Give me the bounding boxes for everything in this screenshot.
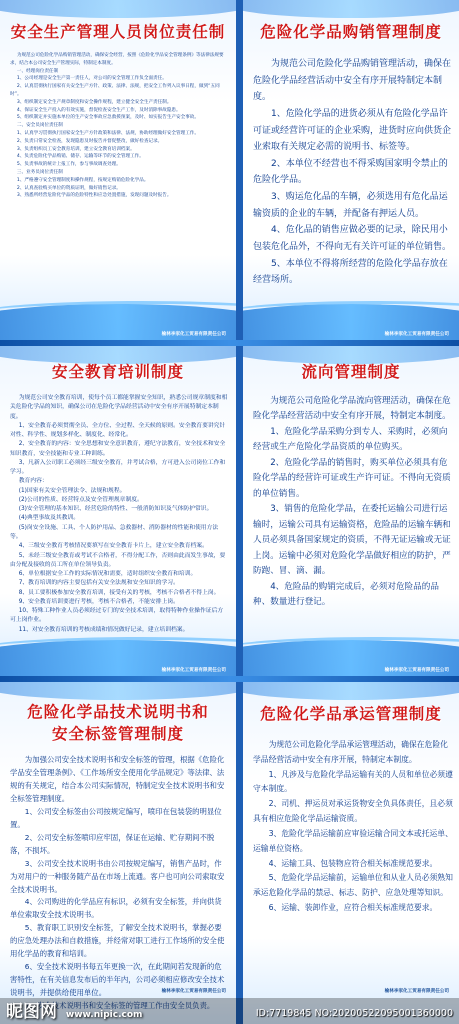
panel-title-line1: 危险化学品技术说明书和 <box>27 703 209 721</box>
paragraph: 3、销售的危险化学品，在委托运输公司进行运输时，运输公司具有运输资格，危险品的运输车辆和人员必须具备国家规定的资质，不得无证运输或无证上岗。运输中必须对危险化学品做好相应的防护，严防跑、冒、滴、漏。 <box>253 504 451 577</box>
paragraph: (4)典型事故及其教训。 <box>18 515 80 522</box>
paragraph: 10、特殊工种作业人员必须经过专门的安全技术培训，取得特种作业操作证后方可上岗作业。 <box>10 608 224 624</box>
panel-body <box>253 738 453 916</box>
company-name: 榆林李家化工贸易有限责任公司 <box>161 332 226 337</box>
paragraph: 4、危险品的购销完成后，必须对危险品的品种、数量进行登记。 <box>253 581 439 608</box>
company-name: 榆林李家化工贸易有限责任公司 <box>161 668 226 673</box>
paragraph: 5、教育职工识别安全标签，了解安全技术说明书，掌握必要的应急处理办法和自救措施，并经常对职工进行工作场所的安全使用化学品的教育和培训。 <box>10 923 225 959</box>
paragraph: 4、危化品的销售应做必要的记录，除民用小包装危化品外，不得向无有关许可证的单位销售。 <box>253 225 452 253</box>
panel-title: 危险化学品承运管理制度 <box>260 705 442 723</box>
paragraph: 2、司机、押运员对承运货物安全负具体责任，且必须具有相应危险化学品运输资质。 <box>253 799 453 824</box>
paragraph: 11、对安全教育培训的考核成绩和情况做好记录，建立培训档案。 <box>18 626 189 633</box>
paragraph: 1、公司经理是安全生产第一责任人，对公司的安全管理工作负全面责任。 <box>16 76 167 82</box>
paragraph: (3)安全管理的基本知识、经营危险的特性、一般消防知识及气体防护常识。 <box>18 506 213 513</box>
paragraph: 3、购运危化品的车辆，必须选用有危化品运输资质的企业的车辆，并配备有押运人员。 <box>253 192 448 219</box>
paragraph: 7、教育培训的内容主要包括有关安全法规和安全知识的学习。 <box>18 580 179 587</box>
paragraph: 1、认真学习贯彻执行国家安全生产方针政策和法律、法规，协助经理做好安全管理工作。 <box>16 130 199 136</box>
paragraph: 5、未经三级安全教育或考试不合格者，不得分配工作，否则由此而发生事故，要由分配及接收的员工所在单位领导负责。 <box>10 552 226 568</box>
paragraph: 3、危险化学品运输前应审验运输合同文本或托运单、运输单位资格。 <box>253 828 453 853</box>
panel-body <box>253 56 453 289</box>
paragraph: 3、组织制定安全生产规章制度和安全操作规程，建立健全安全生产责任制。 <box>16 99 172 105</box>
paragraph: 2、本单位不经营也不得采购国家明令禁止的危险化学品。 <box>253 158 448 186</box>
paragraph: 一、经理岗位责任制 <box>16 68 59 74</box>
paragraph: 1、凡涉及与危险化学品运输有关的人员和单位必须遵守本制度。 <box>253 769 453 794</box>
paragraph: 2、安全教育的内容：安全思想和安全意识教育，遵纪守法教育，安全技术和安全知识教育，安全技能和专业工种训练。 <box>10 441 226 457</box>
paragraph: 6、单位根据安全工作的实际情况和需要，适时组织安全教育和培训。 <box>18 571 197 578</box>
panel-purchase-sales <box>243 0 459 340</box>
watermark-site: www.nipic.com <box>65 1010 143 1020</box>
paragraph: (1)国家有关安全管理法令、法规和规程。 <box>18 487 126 494</box>
paragraph: (2)公司的性质、经营特点及安全管理规章制度。 <box>18 496 143 503</box>
panel-body <box>10 754 228 1013</box>
panel-carrier-management <box>243 682 459 1024</box>
panel-body <box>10 394 228 635</box>
paragraph: 为规范公司危险化学品购销管理活动，确保安全经营，按照《危险化学品安全管理条例》等法律法规要求，结合本公司安全生产管理实际，特制定本制度。 <box>10 53 224 66</box>
paragraph: 1、危险化学品采购分到专人、采购时，必须向经营或生产危险化学品资质的单位购买。 <box>253 426 448 453</box>
paragraph: 1、危险化学品的进货必须从有危险化学品许可证或经营许可证的企业采购，进货时应向供货企业索取有关规定必需的说明书、标签等。 <box>253 108 452 153</box>
paragraph: 4、三级安全教育考核情况要填写在安全教育卡片上，建立安全教育档案。 <box>18 543 208 550</box>
paragraph: 为规范公司危险化学品购销管理活动，确保在危险化学品经营活动中安全有序开展特制定本制度。 <box>253 59 452 103</box>
panel-body <box>253 394 453 611</box>
paragraph: 3、凡新入公司职工必须经三级安全教育，并考试合格，方可进入公司岗位工作和学习。 <box>10 459 226 476</box>
paragraph: 1、安全教育必须贯彻全员、全方位、全过程、全天候的原则。安全教育要讲究针对性、科学性、规划多样化、制度化、经常化。 <box>10 422 226 439</box>
paragraph: 5、本单位不得将所经营的危险化学品存放在经营场所。 <box>253 258 448 286</box>
paragraph: 为规范公司安全教育培训，使每个员工都能掌握安全知识，熟悉公司规章制度和相关危险化学品的知识，确保公司在危险化学品经营活动中安全有序开展特制定本制度。 <box>10 395 228 420</box>
paragraph: 5、危险化学品运输前，运输单位和从业人员必须熟知承运危险化学品的禁忌、标志、防护、应急处理等知识。 <box>253 873 453 898</box>
paragraph: 教育内容： <box>18 478 48 485</box>
paragraph: 3、公司安全技术说明书由公司按规定编写，销售产品时，作为对用户的一种服务随产品在市场上流通。客户也可向公司索取安全技术说明书。 <box>10 858 225 894</box>
company-name: 榆林李家化工贸易有限责任公司 <box>384 668 449 673</box>
panel-safety-responsibility <box>0 0 236 340</box>
panel-body <box>10 52 226 200</box>
paragraph: 为加强公司安全技术说明书和安全标签的管理，根据《危险化学品安全管理条例》、《工作场所安全使用化学品规定》等法律、法规的有关规定，结合本公司实际情况，特制定安全技术说明书和安全标签管理制度。 <box>10 755 225 803</box>
paragraph: 4、公司购进的化学品应有标识，必须有安全标签，并向供货单位索取安全技术说明书。 <box>10 897 222 920</box>
panel-title: 流向管理制度 <box>301 363 401 381</box>
paragraph: 9、安全教育培训要进行考核，考核不合格者，不能安排上岗。 <box>18 598 179 605</box>
paragraph: 4、负责危险化学品购销、储存、运输等环节的安全管理工作。 <box>16 154 144 160</box>
paragraph: 2、认真查验购买单位的资质证明，做好销售记录。 <box>16 185 121 191</box>
paragraph: (5)岗安全设施、工具、个人防护用品、急救器材、消防器材的性能和使用方法等。 <box>10 524 219 540</box>
watermark-id: ID:7719845 NO:20200522095001360000 <box>255 1008 453 1019</box>
paragraph: 为规范公司危险化学品流向管理活动，确保在危险化学品经营活动中安全有序开展，特制定本制度。 <box>253 396 451 422</box>
paragraph: 5、负责事故的统计上报工作，参与事故调查处理。 <box>16 162 121 168</box>
panel-title: 安全生产管理人员岗位责任制 <box>10 23 226 41</box>
paragraph: 二、安全员岗位责任制 <box>16 123 63 129</box>
panel-title: 危险化学品购销管理制度 <box>260 23 442 41</box>
paragraph: 4、运输工具、包装物应符合相关标准规范要求。 <box>268 858 438 868</box>
watermark-logo-text: 昵图网 <box>6 1002 57 1022</box>
panel-technical-label <box>0 682 236 1024</box>
paragraph: 2、负责日常安全检查，发现隐患及时报告并督促整改，做好检查记录。 <box>16 138 163 144</box>
paragraph: 6、运输、装卸作业，应符合相关标准规范要求。 <box>268 902 438 912</box>
paragraph: 3、负责组织员工安全教育培训，建立安全教育培训档案。 <box>16 146 135 152</box>
paragraph: 1、严格遵守安全管理制度和操作规程，按规定购销危险化学品。 <box>16 177 149 183</box>
paragraph: 1、公司安全标签由公司按规定编写，喷印在包装袋的明显位置。 <box>10 806 222 829</box>
panel-title-line2: 安全标签管理制度 <box>51 725 184 743</box>
company-name: 榆林李家化工贸易有限责任公司 <box>161 989 226 994</box>
watermark-logo <box>6 997 142 1022</box>
paragraph: 三、业务员岗位责任制 <box>16 169 63 175</box>
watermark-bar <box>0 998 459 1024</box>
panel-flow-management <box>243 346 459 676</box>
paragraph: 为规范公司危险化学品承运管理活动，确保在危险化学品经营活动中安全有序开展，特制定本制度。 <box>253 740 448 764</box>
paragraph: 2、危险化学品的销售时，购买单位必须具有危险化学品的经营许可证或生产许可证。不得向无资质的单位销售。 <box>253 457 451 499</box>
panel-title: 安全教育培训制度 <box>51 363 184 381</box>
paragraph: 3、熟悉所经营危险化学品的危险特性和应急处置措施，发现问题及时报告。 <box>16 193 172 199</box>
paragraph: 8、员工要积极参加安全教育培训，接受有关的考核，考核不合格者不得上岗。 <box>18 589 220 596</box>
paragraph: 7、安全技术说明书和安全标签的管理工作由安全员负责。 <box>24 1001 215 1011</box>
company-name: 榆林李家化工贸易有限责任公司 <box>384 989 449 994</box>
company-name: 榆林李家化工贸易有限责任公司 <box>384 332 449 337</box>
paragraph: 6、安全技术说明书每五年更换一次，在此期间若发现新的危害特性，在有关信息发布后的半年内，公司必须相应修改安全技术说明书，并提供给使用单位。 <box>10 962 225 998</box>
paragraph: 5、组织制定并实施本单位的生产安全事故应急救援预案，及时、如实报告生产安全事故。 <box>16 115 199 121</box>
paragraph: 2、认真贯彻执行国家有关安全生产方针、政策、法律、法规，把安全工作列入议事日程，做到“五同时”。 <box>10 84 220 97</box>
paragraph: 4、保证安全生产投入的有效实施，督促检查安全生产工作，及时消除事故隐患。 <box>16 107 181 113</box>
panel-safety-training <box>0 346 236 676</box>
paragraph: 2、公司安全标签喷印应牢固，保证在运输、贮存期间不脱落，不损坏。 <box>10 832 215 855</box>
